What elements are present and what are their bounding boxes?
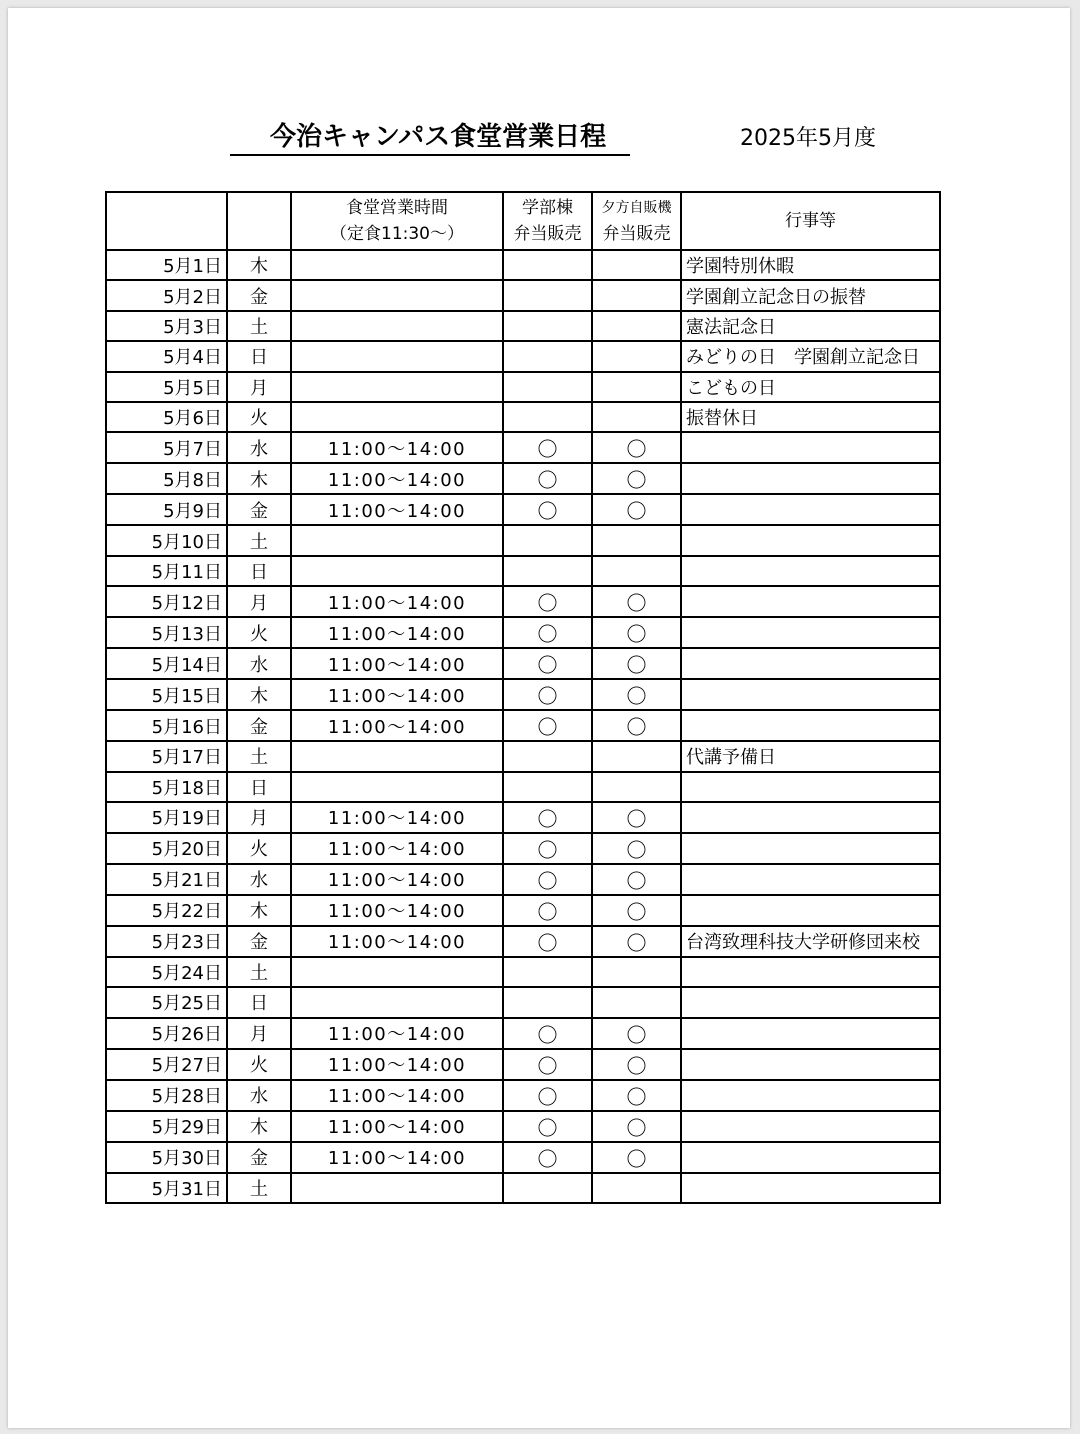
yugata-bento-cell [592,341,681,371]
hours-cell [291,556,503,586]
table-header-row [106,192,940,250]
gakubu-bento-cell: 〇 [503,494,592,525]
date-cell: 5月11日 [106,556,227,586]
header-date [106,192,227,250]
hours-cell: 11:00～14:00 [291,710,503,741]
day-cell: 木 [227,679,291,710]
yugata-bento-cell [592,987,681,1017]
gakubu-bento-cell: 〇 [503,1080,592,1111]
gakubu-bento-cell: 〇 [503,895,592,926]
table-row [106,556,940,586]
gakubu-bento-cell [503,341,592,371]
yugata-bento-cell: 〇 [592,617,681,648]
date-cell: 5月18日 [106,772,227,802]
yugata-bento-cell: 〇 [592,432,681,463]
gakubu-bento-cell [503,372,592,402]
date-cell: 5月2日 [106,280,227,310]
yugata-bento-cell: 〇 [592,648,681,679]
hours-cell: 11:00～14:00 [291,1142,503,1173]
event-cell: 代講予備日 [681,741,940,771]
document-page [8,8,1070,1428]
event-cell [681,772,940,802]
month-label: 2025年5月度 [740,126,876,151]
gakubu-bento-cell: 〇 [503,1018,592,1049]
day-cell: 火 [227,402,291,432]
date-cell: 5月14日 [106,648,227,679]
table-row [106,372,940,402]
day-cell: 月 [227,586,291,617]
header-hours [291,192,503,250]
day-cell: 土 [227,957,291,987]
hours-cell: 11:00～14:00 [291,494,503,525]
yugata-bento-cell: 〇 [592,1018,681,1049]
day-cell: 金 [227,710,291,741]
table-row [106,525,940,555]
header-hours-line2: （定食11:30～） [330,224,464,244]
table-row [106,648,940,679]
gakubu-bento-cell: 〇 [503,1049,592,1080]
table-row [106,895,940,926]
gakubu-bento-cell [503,1173,592,1203]
date-cell: 5月30日 [106,1142,227,1173]
hours-cell [291,402,503,432]
event-cell [681,833,940,864]
schedule-body [106,250,940,1203]
event-cell: 台湾致理科技大学研修団来校 [681,926,940,957]
event-cell [681,710,940,741]
yugata-bento-cell: 〇 [592,1111,681,1142]
date-cell: 5月23日 [106,926,227,957]
hours-cell: 11:00～14:00 [291,802,503,833]
date-cell: 5月25日 [106,987,227,1017]
table-row [106,617,940,648]
date-cell: 5月6日 [106,402,227,432]
yugata-bento-cell: 〇 [592,802,681,833]
date-cell: 5月31日 [106,1173,227,1203]
table-row [106,833,940,864]
day-cell: 土 [227,741,291,771]
date-cell: 5月8日 [106,463,227,494]
event-cell [681,802,940,833]
table-row [106,1018,940,1049]
table-row [106,802,940,833]
hours-cell: 11:00～14:00 [291,895,503,926]
table-row [106,280,940,310]
date-cell: 5月28日 [106,1080,227,1111]
page-title: 今治キャンパス食堂営業日程 [230,120,630,156]
header-yugata-line1: 夕方自販機 [601,200,672,216]
hours-cell: 11:00～14:00 [291,617,503,648]
day-cell: 月 [227,1018,291,1049]
hours-cell [291,280,503,310]
gakubu-bento-cell [503,556,592,586]
table-row [106,679,940,710]
gakubu-bento-cell: 〇 [503,617,592,648]
hours-cell [291,987,503,1017]
yugata-bento-cell: 〇 [592,864,681,895]
day-cell: 水 [227,432,291,463]
yugata-bento-cell [592,250,681,280]
hours-cell [291,772,503,802]
hours-cell: 11:00～14:00 [291,1049,503,1080]
event-cell [681,586,940,617]
table-row [106,741,940,771]
yugata-bento-cell: 〇 [592,586,681,617]
table-row [106,987,940,1017]
date-cell: 5月24日 [106,957,227,987]
hours-cell: 11:00～14:00 [291,648,503,679]
date-cell: 5月5日 [106,372,227,402]
day-cell: 月 [227,372,291,402]
event-cell [681,1111,940,1142]
gakubu-bento-cell: 〇 [503,679,592,710]
date-cell: 5月10日 [106,525,227,555]
event-cell [681,987,940,1017]
date-cell: 5月22日 [106,895,227,926]
event-cell: 憲法記念日 [681,311,940,341]
header-day [227,192,291,250]
hours-cell: 11:00～14:00 [291,926,503,957]
hours-cell: 11:00～14:00 [291,864,503,895]
table-row [106,432,940,463]
day-cell: 月 [227,802,291,833]
date-cell: 5月19日 [106,802,227,833]
table-row [106,957,940,987]
gakubu-bento-cell [503,250,592,280]
day-cell: 土 [227,311,291,341]
event-cell [681,1173,940,1203]
event-cell [681,617,940,648]
yugata-bento-cell [592,280,681,310]
hours-cell [291,341,503,371]
gakubu-bento-cell: 〇 [503,586,592,617]
date-cell: 5月27日 [106,1049,227,1080]
event-cell [681,679,940,710]
gakubu-bento-cell [503,402,592,432]
gakubu-bento-cell: 〇 [503,432,592,463]
yugata-bento-cell: 〇 [592,494,681,525]
hours-cell [291,250,503,280]
date-cell: 5月20日 [106,833,227,864]
date-cell: 5月1日 [106,250,227,280]
day-cell: 木 [227,1111,291,1142]
day-cell: 火 [227,617,291,648]
day-cell: 日 [227,987,291,1017]
hours-cell [291,372,503,402]
table-row [106,494,940,525]
gakubu-bento-cell: 〇 [503,926,592,957]
table-row [106,250,940,280]
date-cell: 5月15日 [106,679,227,710]
yugata-bento-cell: 〇 [592,1142,681,1173]
table-row [106,926,940,957]
event-cell [681,494,940,525]
table-row [106,1080,940,1111]
yugata-bento-cell: 〇 [592,895,681,926]
hours-cell: 11:00～14:00 [291,1018,503,1049]
table-row [106,586,940,617]
header-gakubu-line1: 学部棟 [522,198,573,218]
yugata-bento-cell: 〇 [592,679,681,710]
gakubu-bento-cell: 〇 [503,648,592,679]
date-cell: 5月4日 [106,341,227,371]
table-row [106,402,940,432]
day-cell: 日 [227,772,291,802]
day-cell: 金 [227,926,291,957]
yugata-bento-cell: 〇 [592,463,681,494]
day-cell: 木 [227,250,291,280]
day-cell: 水 [227,1080,291,1111]
yugata-bento-cell [592,957,681,987]
day-cell: 土 [227,525,291,555]
yugata-bento-cell [592,311,681,341]
day-cell: 水 [227,864,291,895]
hours-cell: 11:00～14:00 [291,586,503,617]
event-cell [681,895,940,926]
yugata-bento-cell [592,525,681,555]
event-cell [681,1018,940,1049]
yugata-bento-cell [592,741,681,771]
table-row [106,864,940,895]
gakubu-bento-cell [503,957,592,987]
hours-cell [291,741,503,771]
yugata-bento-cell [592,1173,681,1203]
gakubu-bento-cell [503,311,592,341]
hours-cell: 11:00～14:00 [291,463,503,494]
date-cell: 5月16日 [106,710,227,741]
hours-cell: 11:00～14:00 [291,1111,503,1142]
event-cell [681,1049,940,1080]
event-cell [681,864,940,895]
date-cell: 5月29日 [106,1111,227,1142]
gakubu-bento-cell: 〇 [503,833,592,864]
schedule-table [105,191,941,1204]
day-cell: 水 [227,648,291,679]
hours-cell: 11:00～14:00 [291,679,503,710]
hours-cell [291,525,503,555]
day-cell: 金 [227,1142,291,1173]
event-cell: 学園創立記念日の振替 [681,280,940,310]
event-cell [681,463,940,494]
date-cell: 5月21日 [106,864,227,895]
yugata-bento-cell: 〇 [592,1049,681,1080]
gakubu-bento-cell [503,741,592,771]
header-gakubu-line2: 弁当販売 [513,224,582,244]
date-cell: 5月26日 [106,1018,227,1049]
date-cell: 5月13日 [106,617,227,648]
table-row [106,1049,940,1080]
gakubu-bento-cell: 〇 [503,864,592,895]
table-row [106,1142,940,1173]
hours-cell: 11:00～14:00 [291,833,503,864]
gakubu-bento-cell: 〇 [503,802,592,833]
header-events: 行事等 [681,192,940,250]
event-cell: 振替休日 [681,402,940,432]
day-cell: 木 [227,895,291,926]
yugata-bento-cell [592,402,681,432]
header-hours-line1: 食堂営業時間 [346,198,448,218]
header-gakubu [503,192,592,250]
day-cell: 木 [227,463,291,494]
day-cell: 金 [227,280,291,310]
gakubu-bento-cell: 〇 [503,710,592,741]
table-row [106,311,940,341]
yugata-bento-cell: 〇 [592,1080,681,1111]
day-cell: 火 [227,1049,291,1080]
hours-cell: 11:00～14:00 [291,432,503,463]
event-cell: みどりの日 学園創立記念日 [681,341,940,371]
gakubu-bento-cell: 〇 [503,1142,592,1173]
gakubu-bento-cell [503,525,592,555]
event-cell [681,432,940,463]
header-yugata [592,192,681,250]
date-cell: 5月7日 [106,432,227,463]
table-row [106,772,940,802]
day-cell: 土 [227,1173,291,1203]
event-cell [681,1080,940,1111]
hours-cell [291,957,503,987]
table-row [106,341,940,371]
hours-cell: 11:00～14:00 [291,1080,503,1111]
event-cell: 学園特別休暇 [681,250,940,280]
header-yugata-line2: 弁当販売 [602,224,671,244]
day-cell: 火 [227,833,291,864]
yugata-bento-cell: 〇 [592,833,681,864]
hours-cell [291,311,503,341]
day-cell: 日 [227,556,291,586]
table-row [106,1111,940,1142]
yugata-bento-cell: 〇 [592,710,681,741]
event-cell [681,1142,940,1173]
date-cell: 5月9日 [106,494,227,525]
table-row [106,710,940,741]
yugata-bento-cell: 〇 [592,926,681,957]
date-cell: 5月12日 [106,586,227,617]
event-cell [681,525,940,555]
gakubu-bento-cell: 〇 [503,463,592,494]
date-cell: 5月3日 [106,311,227,341]
table-row [106,463,940,494]
yugata-bento-cell [592,556,681,586]
hours-cell [291,1173,503,1203]
gakubu-bento-cell [503,280,592,310]
yugata-bento-cell [592,372,681,402]
yugata-bento-cell [592,772,681,802]
gakubu-bento-cell: 〇 [503,1111,592,1142]
event-cell [681,957,940,987]
day-cell: 金 [227,494,291,525]
gakubu-bento-cell [503,987,592,1017]
gakubu-bento-cell [503,772,592,802]
event-cell: こどもの日 [681,372,940,402]
event-cell [681,556,940,586]
event-cell [681,648,940,679]
date-cell: 5月17日 [106,741,227,771]
day-cell: 日 [227,341,291,371]
table-row [106,1173,940,1203]
